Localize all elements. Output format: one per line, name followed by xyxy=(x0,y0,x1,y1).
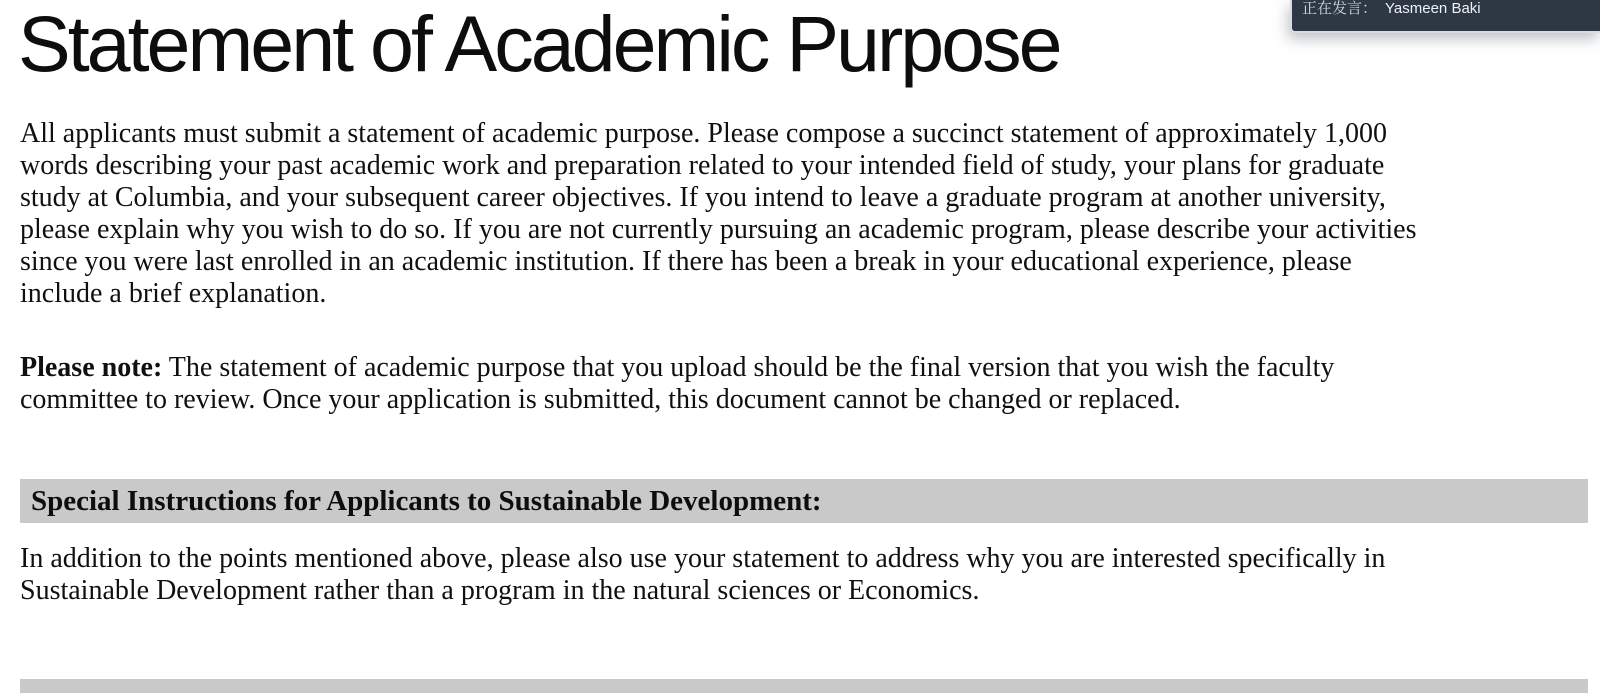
special-instructions-paragraph xyxy=(20,543,1385,607)
active-speaker-overlay xyxy=(1290,0,1600,33)
speaker-name: Yasmeen Baki xyxy=(1385,0,1481,17)
special-instructions-header: Special Instructions for Applicants to Sustainable Development: xyxy=(31,485,822,517)
intro-line: please explain why you wish to do so. If you are not currently pursuing an academic program, please describe your activities xyxy=(20,214,1417,245)
intro-line: All applicants must submit a statement of academic purpose. Please compose a succinct statement of approximately 1,000 xyxy=(20,118,1387,149)
note-label: Please note: xyxy=(20,352,163,383)
special-instructions-header-bar xyxy=(20,479,1588,523)
intro-line: include a brief explanation. xyxy=(20,278,327,309)
note-line xyxy=(20,352,1334,384)
note-paragraph xyxy=(20,352,1334,416)
special-line: In addition to the points mentioned above, please also use your statement to address why you are interested specifically in xyxy=(20,543,1386,574)
intro-line: since you were last enrolled in an academic institution. If there has been a break in your educational experience, please xyxy=(20,246,1352,277)
intro-line: study at Columbia, and your subsequent career objectives. If you intend to leave a graduate program at another university, xyxy=(20,182,1386,213)
intro-paragraph xyxy=(20,118,1416,310)
next-section-bar-cutoff xyxy=(20,679,1588,693)
special-line: Sustainable Development rather than a program in the natural sciences or Economics. xyxy=(20,575,980,606)
note-line-rest: The statement of academic purpose that you upload should be the final version that you wish the faculty xyxy=(162,352,1335,383)
note-line: committee to review. Once your application is submitted, this document cannot be changed or replaced. xyxy=(20,384,1181,415)
intro-line: words describing your past academic work and preparation related to your intended field of study, your plans for graduate xyxy=(20,150,1385,181)
speaker-label: 正在发言： xyxy=(1302,0,1378,17)
page-title: Statement of Academic Purpose xyxy=(18,0,1060,88)
